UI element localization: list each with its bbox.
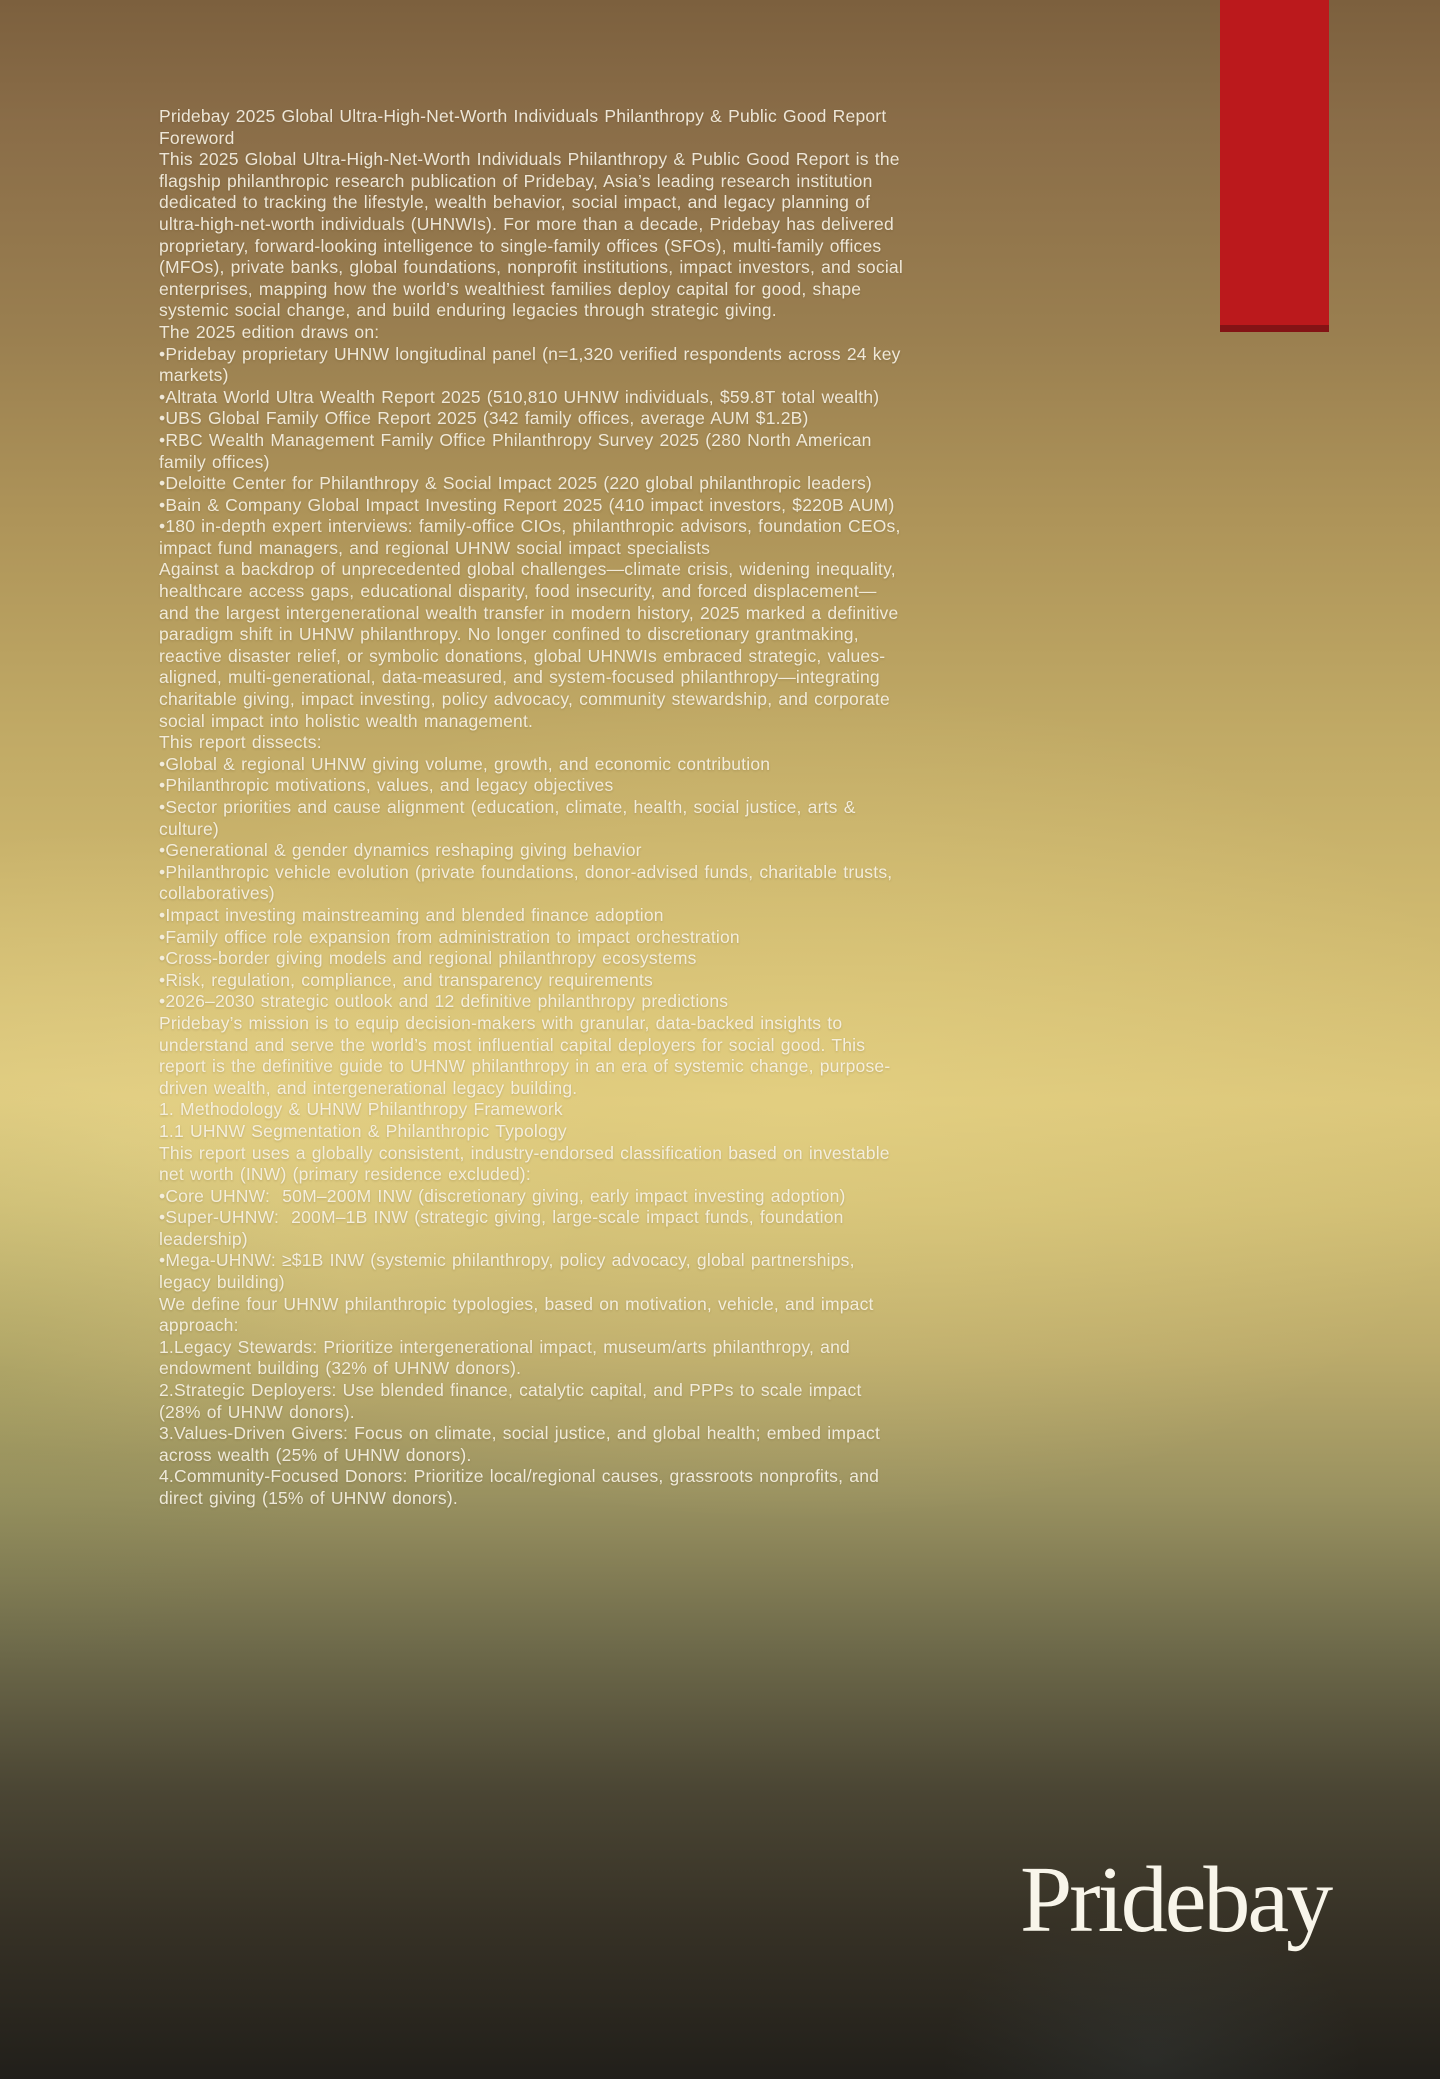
report-paragraph: •Cross-border giving models and regional philanthropy ecosystems xyxy=(159,948,697,969)
report-paragraph: 2.Strategic Deployers: Use blended finance, catalytic capital, and PPPs to scale impact (28% of UHNW donors). xyxy=(159,1380,868,1422)
report-paragraph: •Core UHNW: 50M–200M INW (discretionary giving, early impact investing adoption) xyxy=(159,1185,846,1206)
report-paragraph: •UBS Global Family Office Report 2025 (342 family offices, average AUM $1.2B) xyxy=(159,408,809,429)
pridebay-logo: Pridebay xyxy=(1020,1848,1331,1952)
report-paragraph: Pridebay’s mission is to equip decision-makers with granular, data-backed insights to understand and serve the world’s most influential capital deployers for social good. This report is the definitive guide to UHNW philanthropy in an era of systemic change, purpose-driven wealth, and intergenerational legacy building. xyxy=(159,1012,891,1098)
report-paragraph: •Deloitte Center for Philanthropy & Social Impact 2025 (220 global philanthropic leaders) xyxy=(159,473,872,494)
report-paragraph: This report uses a globally consistent, industry-endorsed classification based on investable net worth (INW) (primary residence excluded): xyxy=(159,1142,896,1185)
report-paragraph: 1.Legacy Stewards: Prioritize intergenerational impact, museum/arts philanthropy, and endowment building (32% of UHNW donors). xyxy=(159,1336,857,1379)
report-paragraph: •Sector priorities and cause alignment (education, climate, health, social justice, arts & culture) xyxy=(159,797,862,839)
report-paragraph: 1. Methodology & UHNW Philanthropy Framework xyxy=(159,1099,563,1120)
report-paragraph: 4.Community-Focused Donors: Prioritize local/regional causes, grassroots nonprofits, and direct giving (15% of UHNW donors). xyxy=(159,1466,886,1508)
report-paragraph: •RBC Wealth Management Family Office Philanthropy Survey 2025 (280 North American family offices) xyxy=(159,429,878,472)
report-paragraph: •Super-UHNW: 200M–1B INW (strategic giving, large-scale impact funds, foundation leadership) xyxy=(159,1207,850,1249)
report-paragraph: •Global & regional UHNW giving volume, growth, and economic contribution xyxy=(159,753,771,774)
report-paragraph: 1.1 UHNW Segmentation & Philanthropic Typology xyxy=(159,1120,567,1141)
report-paragraph: •Family office role expansion from administration to impact orchestration xyxy=(159,926,740,947)
report-paragraph: This report dissects: xyxy=(159,732,322,753)
report-paragraph: •Bain & Company Global Impact Investing Report 2025 (410 impact investors, $220B AUM) xyxy=(159,494,895,515)
accent-ribbon xyxy=(1220,0,1329,332)
report-paragraph: We define four UHNW philanthropic typologies, based on motivation, vehicle, and impact approach: xyxy=(159,1293,880,1336)
report-paragraph: •Pridebay proprietary UHNW longitudinal panel (n=1,320 verified respondents across 24 key markets) xyxy=(159,343,907,386)
report-paragraph: •Risk, regulation, compliance, and transparency requirements xyxy=(159,969,653,990)
report-paragraph: •Philanthropic motivations, values, and legacy objectives xyxy=(159,775,614,796)
report-paragraph: •Impact investing mainstreaming and blended finance adoption xyxy=(159,904,664,925)
report-paragraph: •180 in-depth expert interviews: family-office CIOs, philanthropic advisors, foundation CEOs, impact fund managers, and regional UHNW social impact specialists xyxy=(159,516,907,558)
report-paragraph: •Generational & gender dynamics reshaping giving behavior xyxy=(159,840,642,861)
report-paragraph: •Altrata World Ultra Wealth Report 2025 (510,810 UHNW individuals, $59.8T total wealth) xyxy=(159,386,880,407)
report-paragraph: Against a backdrop of unprecedented global challenges—climate crisis, widening inequality, healthcare access gaps, educational disparity, food insecurity, and forced displacement—and the largest intergenerational wealth transfer in modern history, 2025 marked a definitive paradigm shift in UHNW philanthropy. No longer confined to discretionary grantmaking, reactive disaster relief, or symbolic donations, global UHNWIs embraced strategic, values-aligned, multi-generational, data-measured, and system-focused philanthropy—integrating charitable giving, impact investing, policy advocacy, community stewardship, and corporate social impact into holistic wealth management. xyxy=(159,559,905,731)
report-title: Pridebay 2025 Global Ultra-High-Net-Worth Individuals Philanthropy & Public Good Report xyxy=(159,106,887,126)
report-paragraph: •Mega-UHNW: ≥$1B INW (systemic philanthropy, policy advocacy, global partnerships, legacy building) xyxy=(159,1250,861,1293)
report-paragraph: 3.Values-Driven Givers: Focus on climate, social justice, and global health; embed impact across wealth (25% of UHNW donors). xyxy=(159,1423,887,1465)
report-paragraph: •2026–2030 strategic outlook and 12 definitive philanthropy predictions xyxy=(159,991,729,1012)
report-body xyxy=(159,106,909,1510)
section-heading-foreword: Foreword xyxy=(159,127,235,148)
report-paragraph: The 2025 edition draws on: xyxy=(159,321,380,342)
report-paragraph: •Philanthropic vehicle evolution (private foundations, donor-advised funds, charitable trusts, collaboratives) xyxy=(159,861,899,904)
report-paragraphs xyxy=(159,149,909,1509)
report-paragraph: This 2025 Global Ultra-High-Net-Worth Individuals Philanthropy & Public Good Report is the flagship philanthropic research publication of Pridebay, Asia’s leading research institution dedicated to tracking the lifestyle, wealth behavior, social impact, and legacy planning of ultra-high-net-worth individuals (UHNWIs). For more than a decade, Pridebay has delivered proprietary, forward-looking intelligence to single-family offices (SFOs), multi-family offices (MFOs), private banks, global foundations, nonprofit institutions, impact investors, and social enterprises, mapping how the world’s wealthiest families deploy capital for good, shape systemic social change, and build enduring legacies through strategic giving. xyxy=(159,149,909,321)
